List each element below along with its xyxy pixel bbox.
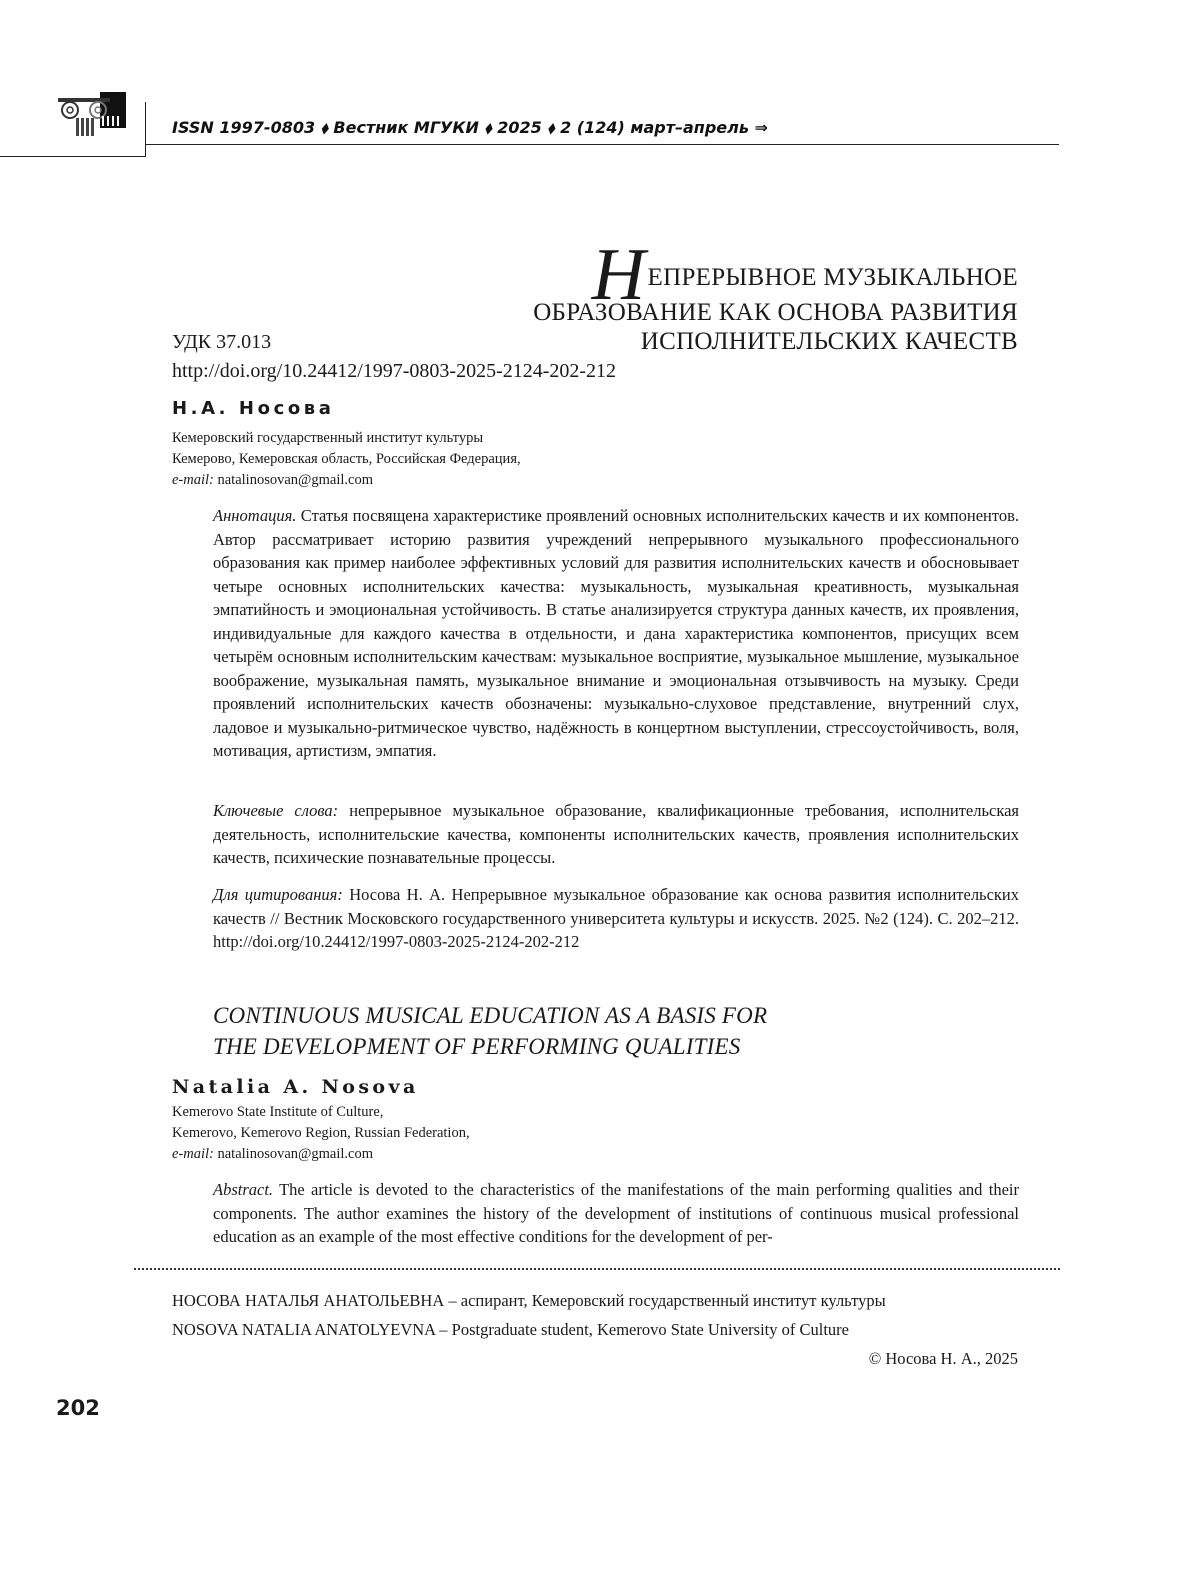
- location-en: Kemerovo, Kemerovo Region, Russian Federation,: [172, 1125, 470, 1141]
- author-affiliation-en: [172, 1102, 470, 1165]
- institution-en: Kemerovo State Institute of Culture,: [172, 1104, 384, 1120]
- title-drop-cap: Н: [591, 234, 646, 316]
- english-title-line-1: CONTINUOUS MUSICAL EDUCATION AS A BASIS FOR: [213, 1003, 768, 1028]
- header-rule-left: [0, 156, 146, 157]
- abstract-label: Abstract.: [213, 1180, 274, 1199]
- citation-text: Носова Н. А. Непрерывное музыкальное образование как основа развития исполнительских качеств // Вестник Московского государственного университета культуры и искусств. 2025. №2 (124). С. 202–212. http://doi.org/10.24412/1997-0803-2025-2124-202-212: [213, 885, 1020, 951]
- header-rule-vertical: [145, 102, 146, 157]
- annotation-text: Статья посвящена характеристике проявлений основных исполнительских качеств и их компонентов. Автор рассматривает историю развития учреждений непрерывного музыкального профессионального образования как пример наиболее эффективных условий для развития исполнительских качеств и обосновывает четыре основных исполнительских качества: музыкальность, музыкальная креативность, музыкальная эмпатийность и эмоциональная устойчивость. В статье анализируется структура данных качеств, их проявления, индивидуальные для каждого качества в отдельности, и дана характеристика компонентов, присущих всем четырём основным исполнительским качествам: музыкальное восприятие, музыкальное мышление, музыкальное воображение, музыкальная память, музыкальное внимание и эмоциональная отзывчивость на музыку. Среди проявлений исполнительских качеств обозначены: музыкально-слуховое представление, внутренний слух, ладовое и музыкально-ритмическое чувство, надёжность в концертном выступлении, стрессоустойчивость, воля, мотивация, артистизм, эмпатия.: [213, 506, 1019, 760]
- annotation-paragraph: [213, 504, 1019, 763]
- abstract-text: The article is devoted to the characteristics of the manifestations of the main performing qualities and their components. The author examines the history of the development of institutions of continuous musical professional education as an example of the most effective conditions for the development of per-: [213, 1180, 1019, 1246]
- title-line-2: ОБРАЗОВАНИЕ КАК ОСНОВА РАЗВИТИЯ: [533, 299, 1018, 326]
- citation-label: Для цитирования:: [213, 885, 343, 904]
- keywords-label: Ключевые слова:: [213, 801, 339, 820]
- author-affiliation-ru: [172, 428, 521, 491]
- institution-ru: Кемеровский государственный институт культуры: [172, 430, 484, 446]
- udk-code: УДК 37.013: [172, 331, 272, 353]
- footnote-ru: НОСОВА НАТАЛЬЯ АНАТОЛЬЕВНА – аспирант, Кемеровский государственный институт культуры: [172, 1291, 886, 1310]
- english-title-line-2: THE DEVELOPMENT OF PERFORMING QUALITIES: [213, 1034, 741, 1059]
- doi-link[interactable]: http://doi.org/10.24412/1997-0803-2025-2124-202-212: [172, 360, 617, 382]
- copyright: © Носова Н. А., 2025: [868, 1349, 1018, 1368]
- annotation-label: Аннотация.: [213, 506, 297, 525]
- english-title: [213, 1000, 767, 1062]
- page-number: 202: [56, 1396, 100, 1420]
- citation-paragraph: [213, 883, 1019, 954]
- journal-logo-icon: [56, 92, 128, 148]
- header-rule: [145, 144, 1059, 145]
- location-ru: Кемерово, Кемеровская область, Российская Федерация,: [172, 451, 521, 467]
- title-line-3: ИСПОЛНИТЕЛЬСКИХ КАЧЕСТВ: [640, 328, 1018, 355]
- title-line-1: ЕПРЕРЫВНОЕ МУЗЫКАЛЬНОЕ: [647, 264, 1018, 291]
- email-ru[interactable]: natalinosovan@gmail.com: [217, 472, 373, 488]
- email-label-en: e-mail:: [172, 1146, 214, 1162]
- keywords-paragraph: [213, 799, 1019, 870]
- abstract-paragraph: [213, 1178, 1019, 1249]
- email-en[interactable]: natalinosovan@gmail.com: [217, 1146, 373, 1162]
- author-name-ru: Н.А. Носова: [172, 398, 335, 419]
- footnote-separator: [134, 1268, 1060, 1270]
- footnote-en: NOSOVA NATALIA ANATOLYEVNA – Postgraduate student, Kemerovo State University of Culture: [172, 1320, 849, 1339]
- udk-block: [172, 328, 616, 386]
- author-name-en: Natalia A. Nosova: [172, 1076, 419, 1098]
- email-label-ru: e-mail:: [172, 472, 214, 488]
- keywords-text: непрерывное музыкальное образование, квалификационные требования, исполнительская деятельность, исполнительские качества, компоненты исполнительских качеств, проявления исполнительских качеств, психические познавательные процессы.: [213, 801, 1020, 867]
- running-header: ISSN 1997-0803 ⬧ Вестник МГУКИ ⬧ 2025 ⬧ 2 (124) март–апрель ⇒: [172, 118, 768, 137]
